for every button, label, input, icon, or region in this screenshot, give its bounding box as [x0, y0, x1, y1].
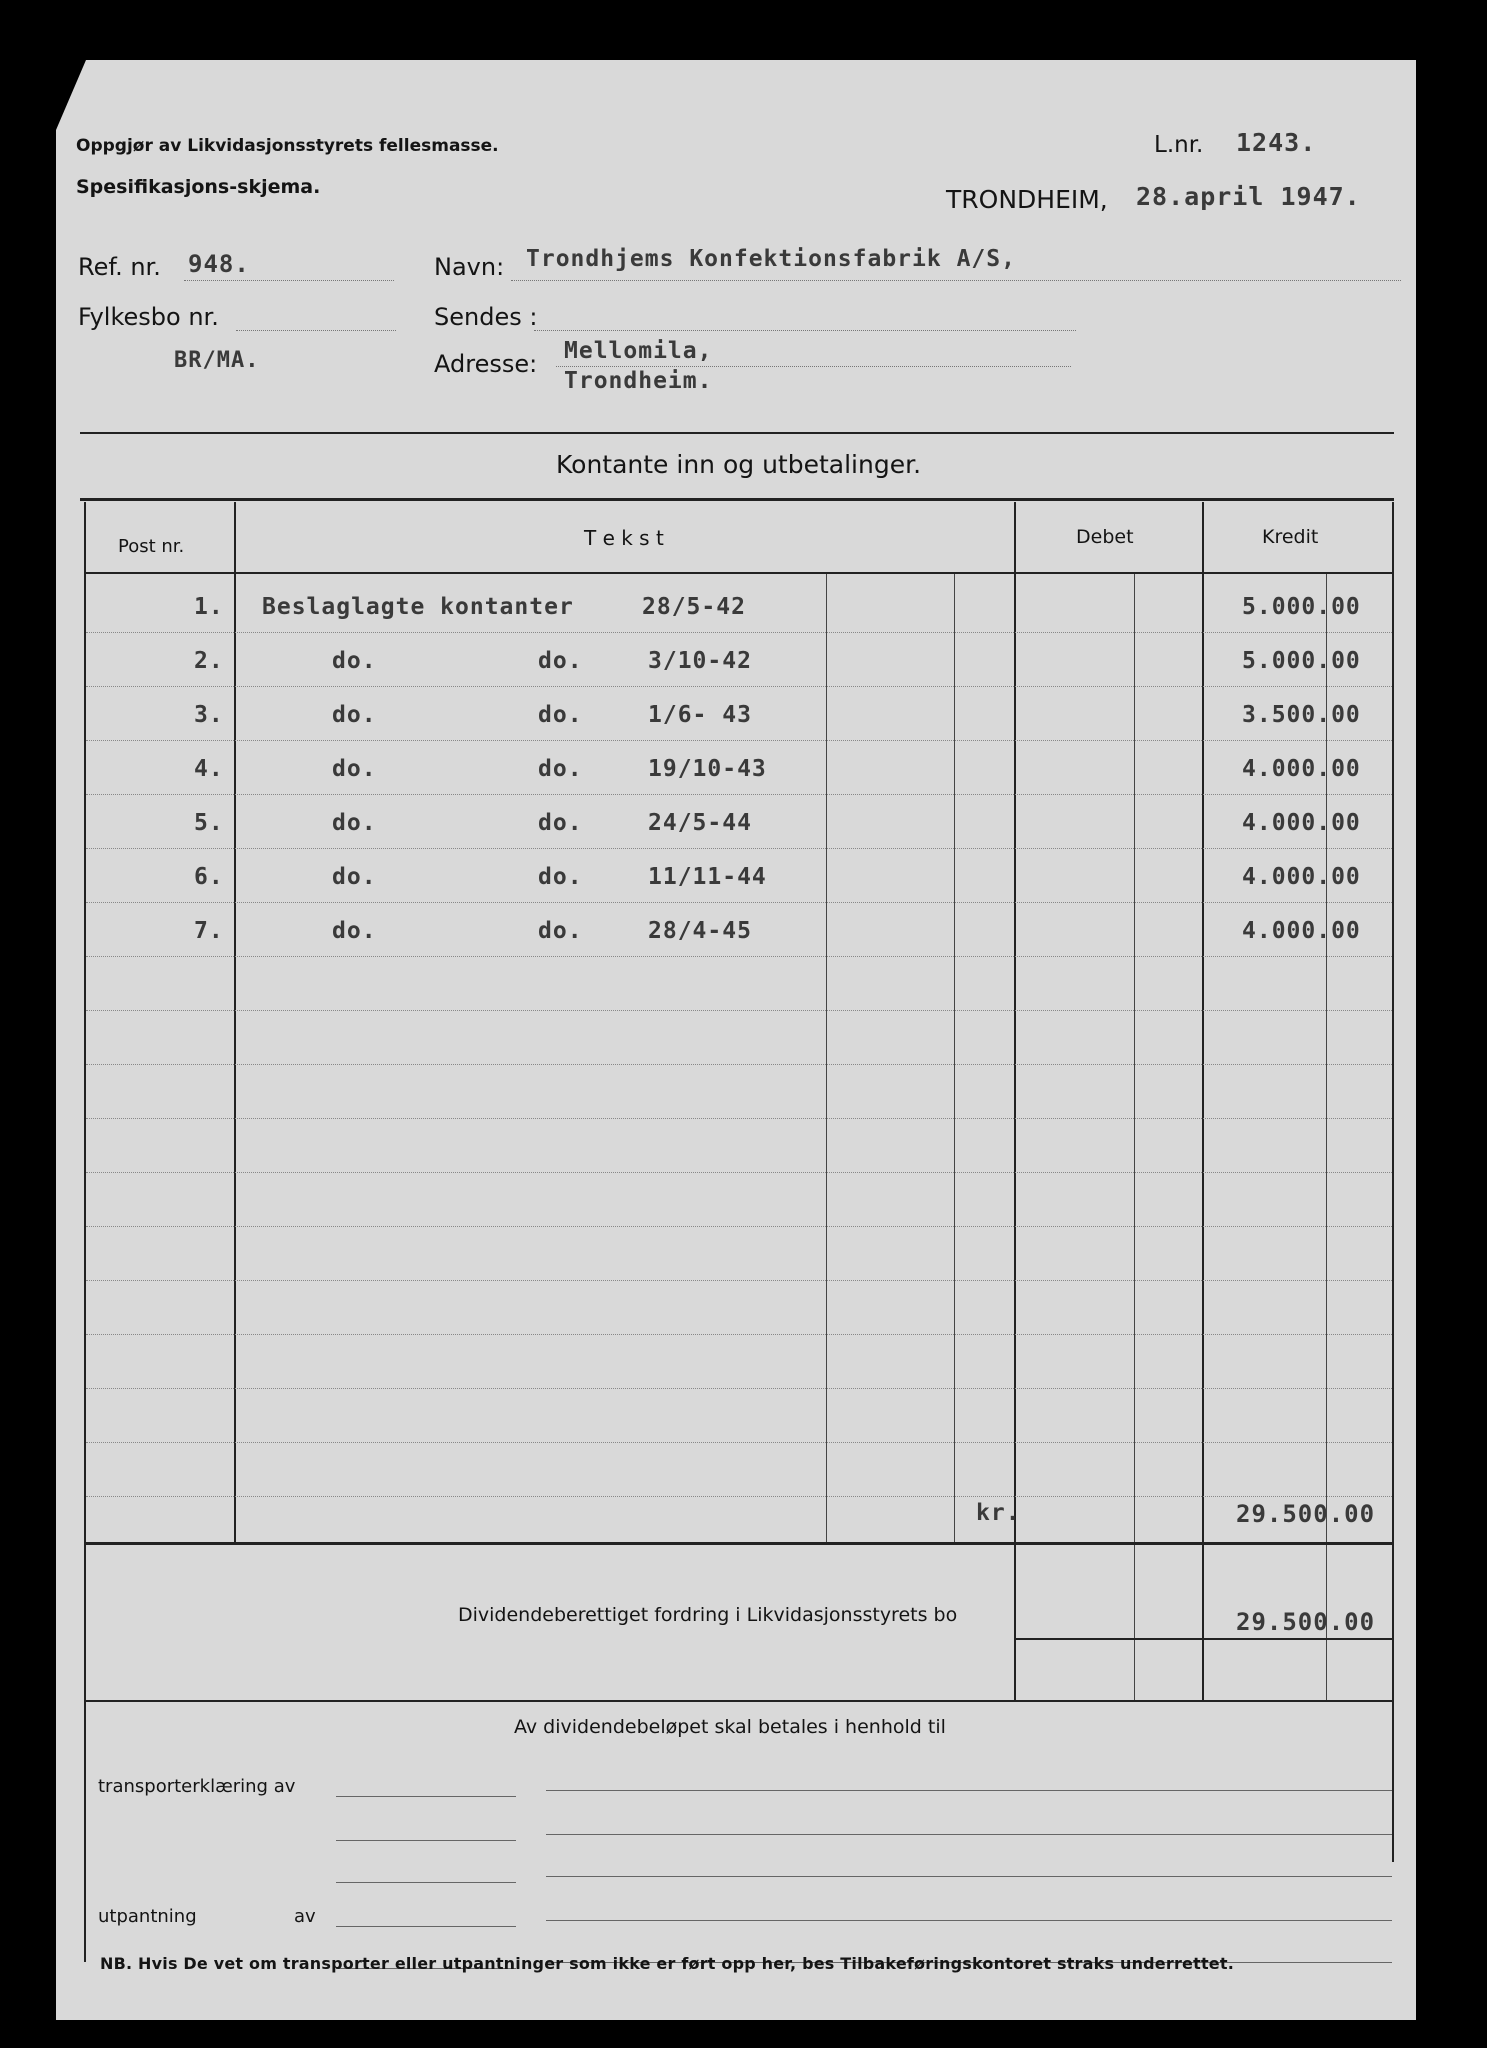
row-6-ref: do.: [538, 864, 583, 890]
col-post-header: Post nr.: [118, 536, 185, 557]
col-debet-header: Debet: [1076, 526, 1134, 548]
row-6-post: 6.: [194, 864, 224, 890]
row-3-post: 3.: [194, 702, 224, 728]
row-7-kredit: 4.000.00: [1242, 918, 1361, 944]
row-7-ref: do.: [538, 918, 583, 944]
torn-corner: [56, 60, 86, 130]
row-5-post: 5.: [194, 810, 224, 836]
transport-label: transporterklæring av: [98, 1776, 296, 1797]
pay-heading: Av dividendebeløpet skal betales i henhold til: [514, 1716, 946, 1738]
row-4-date: 19/10-43: [648, 756, 767, 782]
row-2-kredit: 5.000.00: [1242, 648, 1361, 674]
section-title: Kontante inn og utbetalinger.: [556, 450, 922, 479]
row-5-ref: do.: [538, 810, 583, 836]
row-1-kredit: 5.000.00: [1242, 594, 1361, 620]
adresse-line2: Trondheim.: [564, 368, 713, 394]
row-4-desc: do.: [332, 756, 377, 782]
row-1-desc: Beslaglagte kontanter: [262, 594, 574, 620]
row-5-kredit: 4.000.00: [1242, 810, 1361, 836]
adresse-line1: Mellomila,: [564, 338, 713, 364]
total-kredit: 29.500.00: [1236, 1500, 1376, 1528]
row-4-ref: do.: [538, 756, 583, 782]
row-7-date: 28/4-45: [648, 918, 752, 944]
row-4-kredit: 4.000.00: [1242, 756, 1361, 782]
place-label: TRONDHEIM,: [946, 185, 1108, 214]
adresse-label: Adresse:: [434, 350, 538, 378]
row-6-date: 11/11-44: [648, 864, 767, 890]
ref-label: Ref. nr.: [78, 253, 161, 281]
row-3-kredit: 3.500.00: [1242, 702, 1361, 728]
row-3-desc: do.: [332, 702, 377, 728]
row-1-post: 1.: [194, 594, 224, 620]
row-4-post: 4.: [194, 756, 224, 782]
col-tekst-header: T e k s t: [584, 526, 664, 550]
ref-value: 948.: [188, 250, 250, 278]
row-6-kredit: 4.000.00: [1242, 864, 1361, 890]
row-2-desc: do.: [332, 648, 377, 674]
row-2-date: 3/10-42: [648, 648, 752, 674]
lnr-label: L.nr.: [1154, 132, 1204, 158]
row-1-date: 28/5-42: [642, 594, 746, 620]
utpantning-label: utpantning: [98, 1906, 197, 1927]
row-2-ref: do.: [538, 648, 583, 674]
nb-note: NB. Hvis De vet om transporter eller utpantninger som ikke er ført opp her, bes Tilbakeføringskontoret straks underrettet.: [100, 1954, 1234, 1973]
date-value: 28.april 1947.: [1136, 182, 1361, 211]
av-label: av: [294, 1906, 316, 1927]
specification-form: [56, 60, 1416, 2020]
row-2-post: 2.: [194, 648, 224, 674]
org-line: Oppgjør av Likvidasjonsstyrets fellesmasse.: [76, 136, 499, 156]
row-7-desc: do.: [332, 918, 377, 944]
dividend-kredit: 29.500.00: [1236, 1608, 1376, 1636]
form-name: Spesifikasjons-skjema.: [76, 176, 321, 198]
navn-value: Trondhjems Konfektionsfabrik A/S,: [526, 246, 1016, 272]
sendes-label: Sendes :: [434, 303, 538, 331]
total-label: kr.: [976, 1500, 1021, 1526]
row-6-desc: do.: [332, 864, 377, 890]
fylkesbo-value: BR/MA.: [174, 348, 260, 373]
row-5-desc: do.: [332, 810, 377, 836]
navn-label: Navn:: [434, 253, 505, 281]
row-5-date: 24/5-44: [648, 810, 752, 836]
fylkesbo-label: Fylkesbo nr.: [78, 303, 219, 331]
row-3-date: 1/6- 43: [648, 702, 752, 728]
row-7-post: 7.: [194, 918, 224, 944]
dividend-label: Dividendeberettiget fordring i Likvidasjonsstyrets bo: [458, 1604, 958, 1626]
lnr-value: 1243.: [1236, 128, 1317, 157]
row-3-ref: do.: [538, 702, 583, 728]
col-kredit-header: Kredit: [1262, 526, 1319, 548]
